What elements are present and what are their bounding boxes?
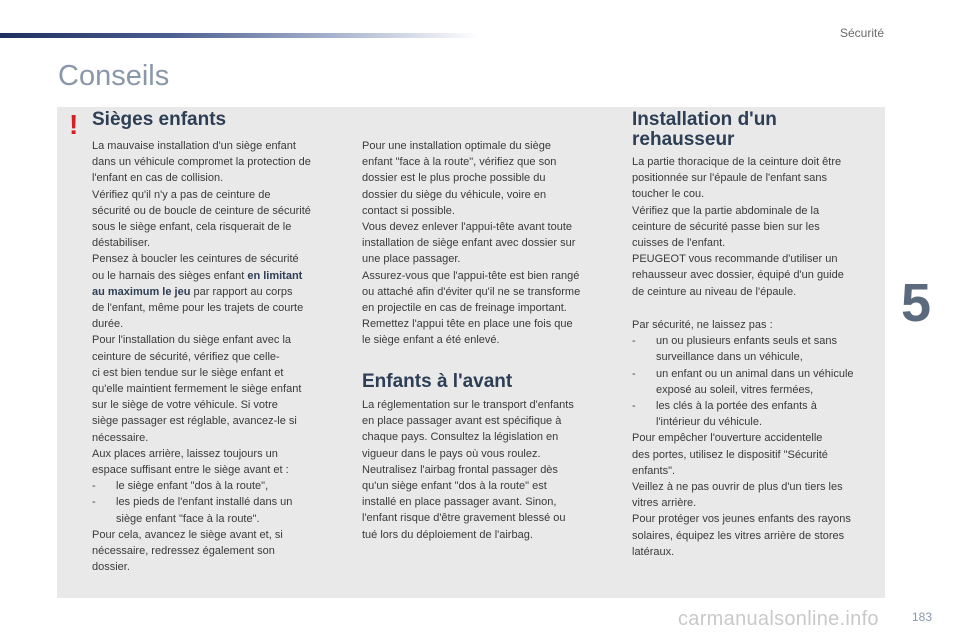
list-item: - les clés à la portée des enfants à (632, 400, 817, 413)
header-color-bar (0, 33, 480, 38)
heading-sieges-enfants: Sièges enfants (92, 109, 227, 130)
list-item: - le siège enfant "dos à la route", (92, 480, 269, 493)
exclamation-icon: ! (69, 109, 79, 140)
heading-enfants-avant: Enfants à l'avant (362, 371, 513, 392)
chapter-number: 5 (901, 273, 932, 333)
list-item: - un ou plusieurs enfants seuls et sans (632, 335, 838, 348)
list-item: - les pieds de l'enfant installé dans un (92, 496, 293, 509)
heading-rehausseur: Installation d'un rehausseur (632, 109, 777, 150)
watermark: carmanualsonline.info (678, 608, 879, 630)
column-3-text: La partie thoracique de la ceinture doit être positionnée sur l'épaule de l'enfant sans toucher le cou. Vérifiez que la partie abdominale de la ceinture de sécurité passe bien sur les cuisses de l'enfant. PEUGEOT vous recommande d'utiliser un rehausseur avec dossier, équipé d'un guide de ceinture au niveau de l'épaule. (632, 156, 844, 298)
column-2-text-bottom: La réglementation sur le transport d'enfants en place passager avant est spécifique à chaque pays. Consultez la législation en vigueur dans le pays où vous roulez. Neutralisez l'airbag frontal passager dès qu'un siège enfant "dos à la route" est installé en place passager avant. Sinon, l'enfant risque d'être gravement blessé ou tué lors du déploiement de l'airbag. (362, 399, 574, 541)
page-number: 183 (912, 610, 933, 624)
column-3-text-bottom: Par sécurité, ne laissez pas : - un ou plusieurs enfants seuls et sans surveillance dans un véhicule, - un enfant ou un animal dans un véhicule exposé au soleil, vitres fermées, - les clés à la portée des enfants à l'intérieur du véhicule. Pour empêcher l'ouverture accidentelle des portes, utilisez le dispositif "Sécurité enfants". Veillez à ne pas ouvrir de plus d'un tiers les vitres arrière. Pour protéger vos jeunes enfants des rayons solaires, équipez les vitres arrière de stores latéraux. (632, 317, 882, 560)
column-1-text: La mauvaise installation d'un siège enfant dans un véhicule compromet la protection de l'enfant en cas de collision. Vérifiez qu'il n'y a pas de ceinture de sécurité ou de boucle de ceinture de sécurité sous le siège enfant, cela risquerait de le déstabiliser. Pensez à boucler les ceintures de sécurité ou le harnais des sièges enfant en limitant au maximum le jeu par rapport au corps de l'enfant, même pour les trajets de courte durée. Pour l'installation du siège enfant avec la ceinture de sécurité, vérifiez que celle- ci est bien tendue sur le siège enfant et qu'elle maintient fermement le siège enfant sur le siège de votre véhicule. Si votre siège passager est réglable, avancez-le si nécessaire. Aux places arrière, laissez toujours un espace suffisant entre le siège avant et : - le siège enfant "dos à la route", - les pieds de l'enfant installé dans un siège enfant "face à la route". Pour cela, avancez le siège avant et, si nécessaire, redressez également son dossier. (92, 138, 354, 575)
section-label: Sécurité (839, 26, 884, 40)
page-title: Conseils (58, 60, 170, 92)
list-item: - un enfant ou un animal dans un véhicule (632, 367, 854, 380)
column-2-text: Pour une installation optimale du siège enfant "face à la route", vérifiez que son dossier est le plus proche possible du dossier du siège du véhicule, voire en contact si possible. Vous devez enlever l'appui-tête avant toute installation de siège enfant avec dossier sur une place passager. Assurez-vous que l'appui-tête est bien rangé ou attaché afin d'éviter qu'il ne se transforme en projectile en cas de freinage important. Remettez l'appui tête en place une fois que le siège enfant a été enlevé. (362, 140, 581, 347)
